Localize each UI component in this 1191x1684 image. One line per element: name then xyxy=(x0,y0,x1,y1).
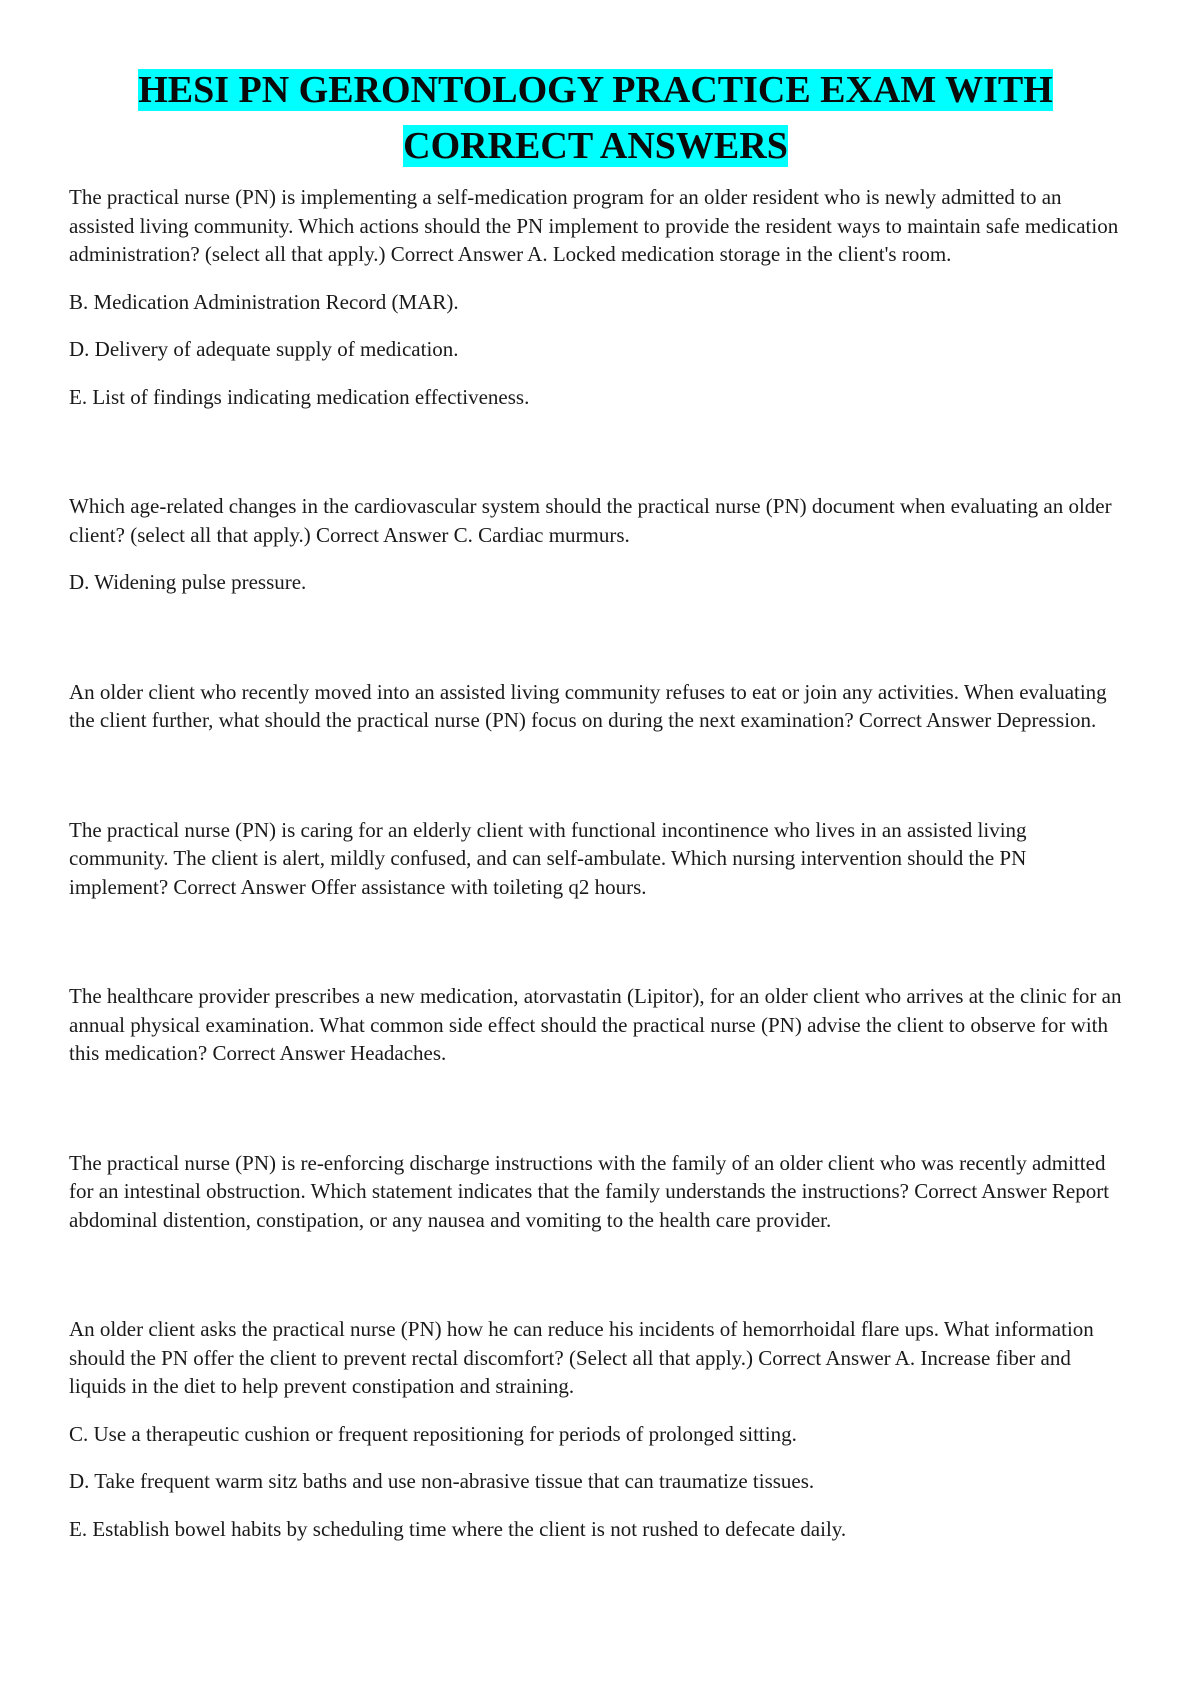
question-text: The practical nurse (PN) is caring for an elderly client with functional incontinence who lives in an assisted living community. The client is alert, mildly confused, and can self-ambulate. Which nursing intervention should the PN implement? Correct Answer Offer assistance with toileting q2 hours. xyxy=(69,817,1027,899)
answer-option: D. Widening pulse pressure. xyxy=(69,570,307,594)
question-block xyxy=(69,678,1129,735)
spacer xyxy=(69,735,1129,816)
answer-option: D. Take frequent warm sitz baths and use non-abrasive tissue that can traumatize tissues. xyxy=(69,1469,815,1493)
question-text: The practical nurse (PN) is implementing a self-medication program for an older resident who is newly admitted to an assisted living community. Which actions should the PN implement to provide the resident ways to maintain safe medication administration? (select all that apply.) Correct Answer A. Locked medication storage in the client's room. xyxy=(69,185,1119,266)
question-block xyxy=(69,1149,1129,1235)
answer-option: E. Establish bowel habits by scheduling time where the client is not rushed to defecate daily. xyxy=(69,1516,847,1541)
answer-option: E. List of findings indicating medication effectiveness. xyxy=(69,384,530,409)
question-block xyxy=(69,1315,1129,1543)
question-text: An older client who recently moved into an assisted living community refuses to eat or join any activities. When evaluating the client further, what should the practical nurse (PN) focus on during the next examination? Correct Answer Depression. xyxy=(69,679,1107,732)
question-text: An older client asks the practical nurse (PN) how he can reduce his incidents of hemorrhoidal flare ups. What information should the PN offer the client to prevent rectal discomfort? (Select all that apply.) Correct Answer A. Increase fiber and liquids in the diet to help prevent constipation and straining. xyxy=(69,1317,1094,1398)
question-block xyxy=(69,816,1129,902)
question-text: The healthcare provider prescribes a new medication, atorvastatin (Lipitor), for an older client who arrives at the clinic for an annual physical examination. What common side effect should the practical nurse (PN) advise the client to observe for with this medication? Correct Answer Headaches. xyxy=(69,984,1122,1065)
document-title xyxy=(60,66,1131,178)
spacer xyxy=(69,597,1129,678)
spacer xyxy=(69,1234,1129,1315)
question-block xyxy=(69,982,1129,1068)
title-line-1: HESI PN GERONTOLOGY PRACTICE EXAM WITH xyxy=(138,69,1053,111)
question-text: Which age-related changes in the cardiovascular system should the practical nurse (PN) document when evaluating an older client? (select all that apply.) Correct Answer C. Cardiac murmurs. xyxy=(69,494,1112,547)
spacer xyxy=(69,901,1129,982)
question-text: The practical nurse (PN) is re-enforcing discharge instructions with the family of an older client who was recently admitted for an intestinal obstruction. Which statement indicates that the family understands the instructions? Correct Answer Report abdominal distention, constipation, or any nausea and vomiting to the health care provider. xyxy=(69,1150,1110,1232)
answer-option: C. Use a therapeutic cushion or frequent repositioning for periods of prolonged sitting. xyxy=(69,1421,797,1446)
spacer xyxy=(69,411,1129,492)
title-line-2: CORRECT ANSWERS xyxy=(403,125,788,167)
answer-option: B. Medication Administration Record (MAR). xyxy=(69,289,459,314)
question-block xyxy=(69,492,1129,597)
question-block xyxy=(69,183,1129,411)
question-list xyxy=(69,183,1129,1543)
answer-option: D. Delivery of adequate supply of medication. xyxy=(69,337,459,361)
spacer xyxy=(69,1068,1129,1149)
